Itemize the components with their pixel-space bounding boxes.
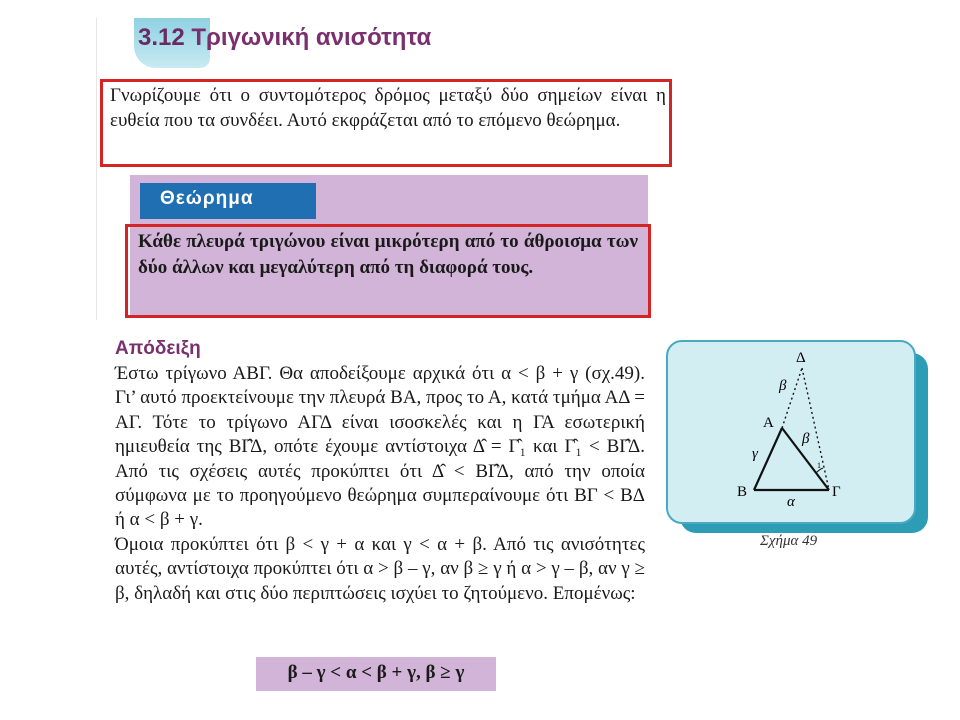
label-beta-upper: β bbox=[779, 378, 787, 394]
intro-text: Γνωρίζουμε ότι ο συντομότερος δρόμος μεταξύ δύο σημείων είναι η ευθεία που τα συνδέει. Αυτό εκφράζεται από το επόμενο θεώρημα. bbox=[110, 85, 666, 131]
section-title bbox=[138, 24, 431, 52]
figure-caption: Σχήμα 49 bbox=[760, 533, 818, 549]
proof-title: Απόδειξη bbox=[115, 338, 201, 359]
proof-paragraph-2: Όμοια προκύπτει ότι β < γ + α και γ < α + β. Από τις ανισότητες αυτές, αντίστοιχα προκύπτει ότι α > β – γ, αν β ≥ γ ή α > γ – β, αν γ ≥ β, δηλαδή και στις δύο περιπτώσεις ισχύει το ζητούμενο. Επομένως: bbox=[115, 533, 645, 604]
theorem-label: Θεώρημα bbox=[160, 188, 254, 209]
side-ba bbox=[754, 428, 782, 490]
label-vertex-b: Β bbox=[737, 484, 748, 500]
formula: β – γ < α < β + γ, β ≥ γ bbox=[287, 662, 465, 683]
label-alpha: α bbox=[787, 494, 795, 510]
triangle-figure bbox=[666, 340, 916, 530]
label-vertex-d: Δ bbox=[796, 350, 806, 366]
section-number: 3.12 bbox=[138, 24, 185, 51]
label-vertex-a: Α bbox=[763, 415, 774, 431]
extension-ad bbox=[782, 368, 802, 428]
label-vertex-g: Γ bbox=[832, 484, 841, 500]
label-gamma-one: 1 bbox=[817, 461, 821, 470]
proof-paragraph-1: Έστω τρίγωνο ΑΒΓ. Θα αποδείξουμε αρχικά ότι α < β + γ (σχ.49). Γι’ αυτό προεκτείνουμε την πλευρά ΒΑ, προς το Α, κατά τμήμα ΑΔ = ΑΓ. Τότε το τρίγωνο ΑΓΔ είναι ισοσκελές και η ΓΑ εσωτερική ημιευθεία της ΒΓ̂Δ, οπότε έχουμε αντίστοιχα Δ̂ = Γ̂₁ και Γ̂₁ < ΒΓ̂Δ. Από τις σχέσεις αυτές προκύπτει ότι Δ̂ < ΒΓ̂Δ, από την οποία σύμφωνα με το προηγούμενο θεώρημα συμπεραίνουμε ότι ΒΓ < ΒΔ ή α < β + γ. bbox=[115, 363, 645, 531]
section-title-text: Τριγωνική ανισότητα bbox=[191, 24, 432, 51]
label-beta-right: β bbox=[802, 431, 810, 447]
label-gamma: γ bbox=[752, 446, 758, 462]
theorem-text: Κάθε πλευρά τριγώνου είναι μικρότερη από το άθροισμα των δύο άλλων και μεγαλύτερη από τη διαφορά τους. bbox=[138, 231, 638, 278]
proof-body bbox=[115, 362, 645, 606]
